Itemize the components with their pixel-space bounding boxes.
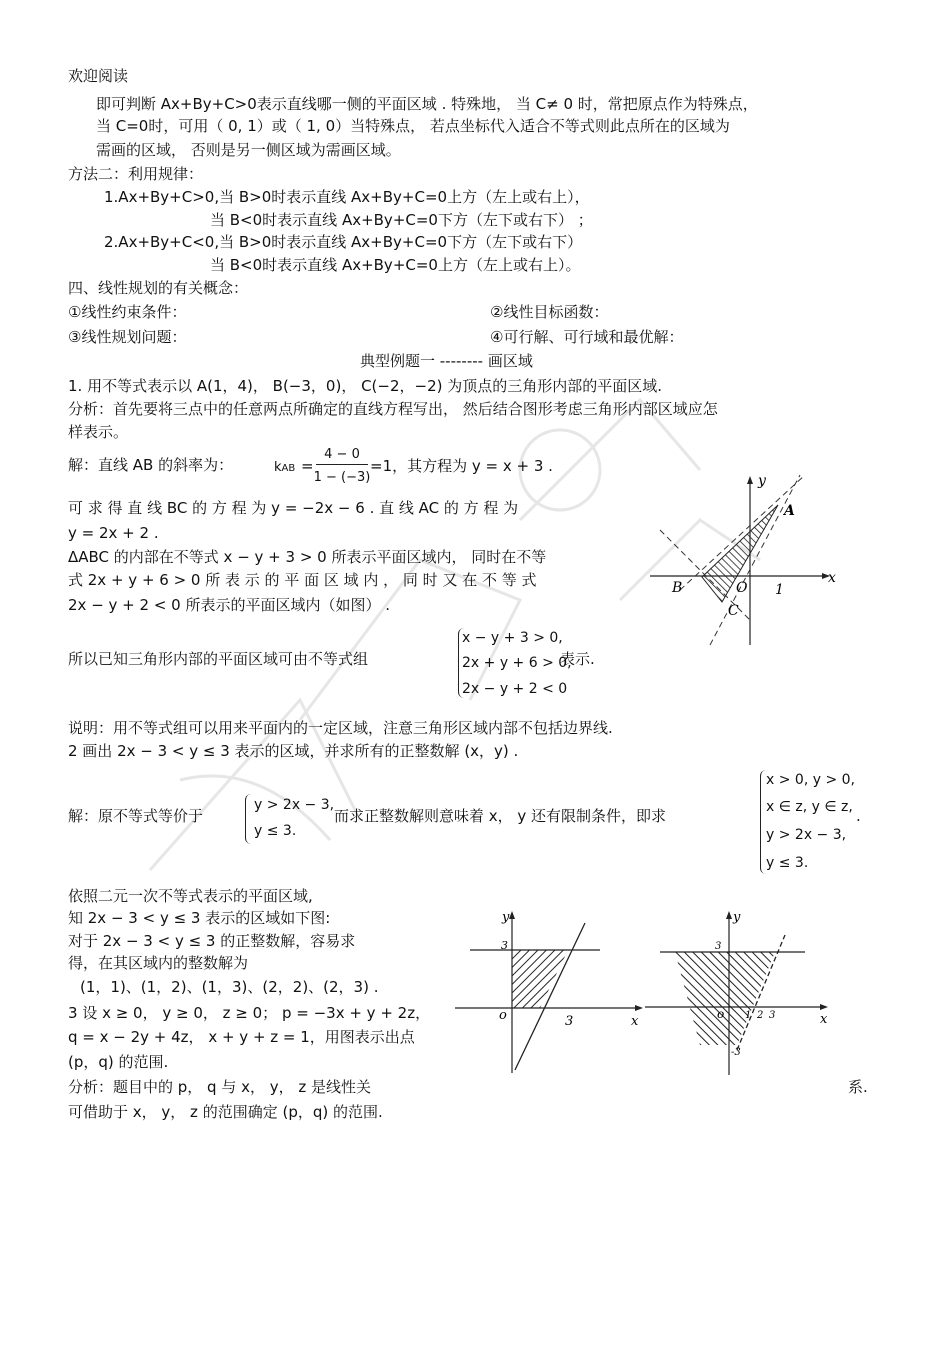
ex1-solution-prefix: 解：直线 AB 的斜率为：: [68, 456, 234, 474]
bc-line-2: y = 2x + 2 .: [68, 524, 159, 542]
fig2-y-label: y: [502, 910, 510, 925]
system-b-line-2: x ∈ z, y ∈ z,: [766, 799, 853, 815]
fig1-origin: O: [736, 580, 748, 596]
fig3-origin: o: [717, 1007, 725, 1021]
method2-title: 方法二：利用规律：: [68, 165, 204, 183]
concept-4: ④可行解、可行域和最优解：: [490, 328, 684, 346]
ex2-text-1: 依照二元一次不等式表示的平面区域,: [68, 887, 313, 905]
ex2-solution-prefix: 解：原不等式等价于: [68, 807, 204, 825]
concept-3: ③线性规划问题：: [68, 328, 187, 346]
method2-rule-4: 当 B<0时表示直线 Ax+By+C=0上方（左上或右上）。: [210, 256, 581, 274]
fig1-y-label: y: [758, 473, 766, 489]
ex2-integer-solutions: (1，1)、(1，2)、(1，3)、(2，2)、(2，3) .: [80, 978, 379, 996]
system-line-3: 2x − y + 2 < 0: [462, 681, 568, 697]
slope-denominator: 1 − (−3): [313, 470, 371, 485]
fig3-x-label: x: [820, 1012, 828, 1027]
ex3-analysis-2: 可借助于 x， y， z 的范围确定 (p，q) 的范围.: [68, 1103, 383, 1121]
ex2-text-3: 对于 2x − 3 < y ≤ 3 的正整数解，容易求: [68, 932, 356, 950]
intro-line-1: 即可判断 Ax+By+C>0表示直线哪一侧的平面区域 . 特殊地， 当 C≠ 0 时，常把原点作为特殊点，: [96, 95, 758, 113]
ex3-analysis-1-end: 系.: [848, 1078, 868, 1096]
system-b-line-3: y > 2x − 3,: [766, 827, 847, 843]
ex2-question: 2 画出 2x − 3 < y ≤ 3 表示的区域，并求所有的正整数解 (x，y) .: [68, 742, 519, 760]
ex3-question-3: (p，q) 的范围.: [68, 1053, 169, 1071]
ex1-note: 说明：用不等式组可以用来平面内的一定区域，注意三角形区域内部不包括边界线.: [68, 719, 613, 737]
system-line-1: x − y + 3 > 0,: [462, 630, 563, 646]
system-a-brace: [245, 794, 252, 844]
fig1-point-b: B: [672, 580, 683, 596]
ab-equation: =1，其方程为 y = x + 3 .: [370, 457, 553, 475]
fig2-x-label: x: [631, 1014, 639, 1029]
ex1-analysis-1: 分析：首先要将三点中的任意两点所确定的直线方程写出， 然后结合图形考虑三角形内部区域应怎: [68, 400, 718, 418]
slope-numerator: 4 − 0: [316, 446, 368, 465]
method2-rule-2: 当 B<0时表示直线 Ax+By+C=0下方（左下或右下） ；: [210, 211, 593, 229]
slope-equals: =: [301, 457, 314, 475]
bc-line-1: 可 求 得 直 线 BC 的 方 程 为 y = −2x − 6 . 直 线 AC 的 方 程 为: [68, 499, 519, 517]
fig3-tick-y3: 3: [715, 941, 722, 952]
header-text: 欢迎阅读: [68, 67, 129, 85]
fig3-tick-x3: 3: [769, 1010, 776, 1021]
ex2-solution-middle: 而求正整数解则意味着 x， y 还有限制条件，即求: [334, 807, 667, 825]
fig3-y-label: y: [733, 910, 741, 925]
ex2-text-4: 得，在其区域内的整数解为: [68, 954, 249, 972]
fig2-origin: o: [499, 1008, 507, 1023]
fig3-tick-x1: 1: [745, 1010, 752, 1021]
slope-k: kAB: [274, 460, 296, 475]
system-a-line-2: y ≤ 3.: [254, 823, 297, 839]
interior-line-3: 2x − y + 2 < 0 所表示的平面区域内（如图） .: [68, 596, 391, 614]
interior-line-2: 式 2x + y + 6 > 0 所 表 示 的 平 面 区 域 内 ， 同 时 又 在 不 等 式: [68, 571, 537, 589]
ex1-question: 1. 用不等式表示以 A(1，4)， B(−3，0)， C(−2，−2) 为顶点的三角形内部的平面区域.: [68, 377, 663, 395]
system-line-2: 2x + y + 6 > 0,: [462, 655, 572, 671]
system-b-end: .: [856, 807, 861, 825]
ex3-analysis-1: 分析：题目中的 p， q 与 x， y， z 是线性关: [68, 1078, 372, 1096]
concept-2: ②线性目标函数：: [490, 303, 609, 321]
ex2-text-2: 知 2x − 3 < y ≤ 3 表示的区域如下图:: [68, 909, 331, 927]
triangle-figure: [640, 470, 840, 650]
fig3-tick-x2: 2: [757, 1010, 764, 1021]
fig2-tick-y3: 3: [501, 939, 508, 952]
fig2-tick-x3: 3: [565, 1014, 574, 1029]
system-a-line-1: y > 2x − 3,: [254, 797, 335, 813]
system-prefix: 所以已知三角形内部的平面区域可由不等式组: [68, 650, 369, 668]
fig1-tick-1: 1: [775, 582, 784, 598]
fig3-tick-ym3: -3: [731, 1047, 741, 1058]
interior-line-1: ΔABC 的内部在不等式 x − y + 3 > 0 所表示平面区域内， 同时在不等: [68, 548, 547, 566]
region-figure-left: [455, 905, 645, 1075]
ex1-analysis-2: 样表示。: [68, 423, 129, 441]
ex3-question-2: q = x − 2y + 4z， x + y + z = 1，用图表示出点: [68, 1028, 415, 1046]
section4-title: 四、线性规划的有关概念：: [68, 279, 249, 297]
fig1-point-c: C: [728, 603, 739, 619]
concept-1: ①线性约束条件：: [68, 303, 187, 321]
intro-line-3: 需画的区域， 否则是另一侧区域为需画区域。: [96, 141, 401, 159]
fig1-point-a: A: [784, 503, 795, 519]
intro-line-2: 当 C=0时，可用（ 0, 1）或（ 1, 0）当特殊点， 若点坐标代入适合不等式则此点所在的区域为: [96, 117, 730, 135]
region-figure-right: [645, 905, 835, 1080]
system-b-line-1: x > 0, y > 0,: [766, 772, 855, 788]
method2-rule-3: 2.Ax+By+C<0,当 B>0时表示直线 Ax+By+C=0下方（左下或右下）: [104, 233, 583, 251]
system-b-line-4: y ≤ 3.: [766, 855, 809, 871]
fig1-x-label: x: [828, 570, 836, 586]
system-suffix: 表示.: [560, 650, 595, 668]
example-title: 典型例题一 -------- 画区域: [360, 352, 533, 370]
ex3-question-1: 3 设 x ≥ 0， y ≥ 0， z ≥ 0； p = −3x + y + 2z，: [68, 1004, 431, 1022]
method2-rule-1: 1.Ax+By+C>0,当 B>0时表示直线 Ax+By+C=0上方（左上或右上），: [104, 188, 590, 206]
